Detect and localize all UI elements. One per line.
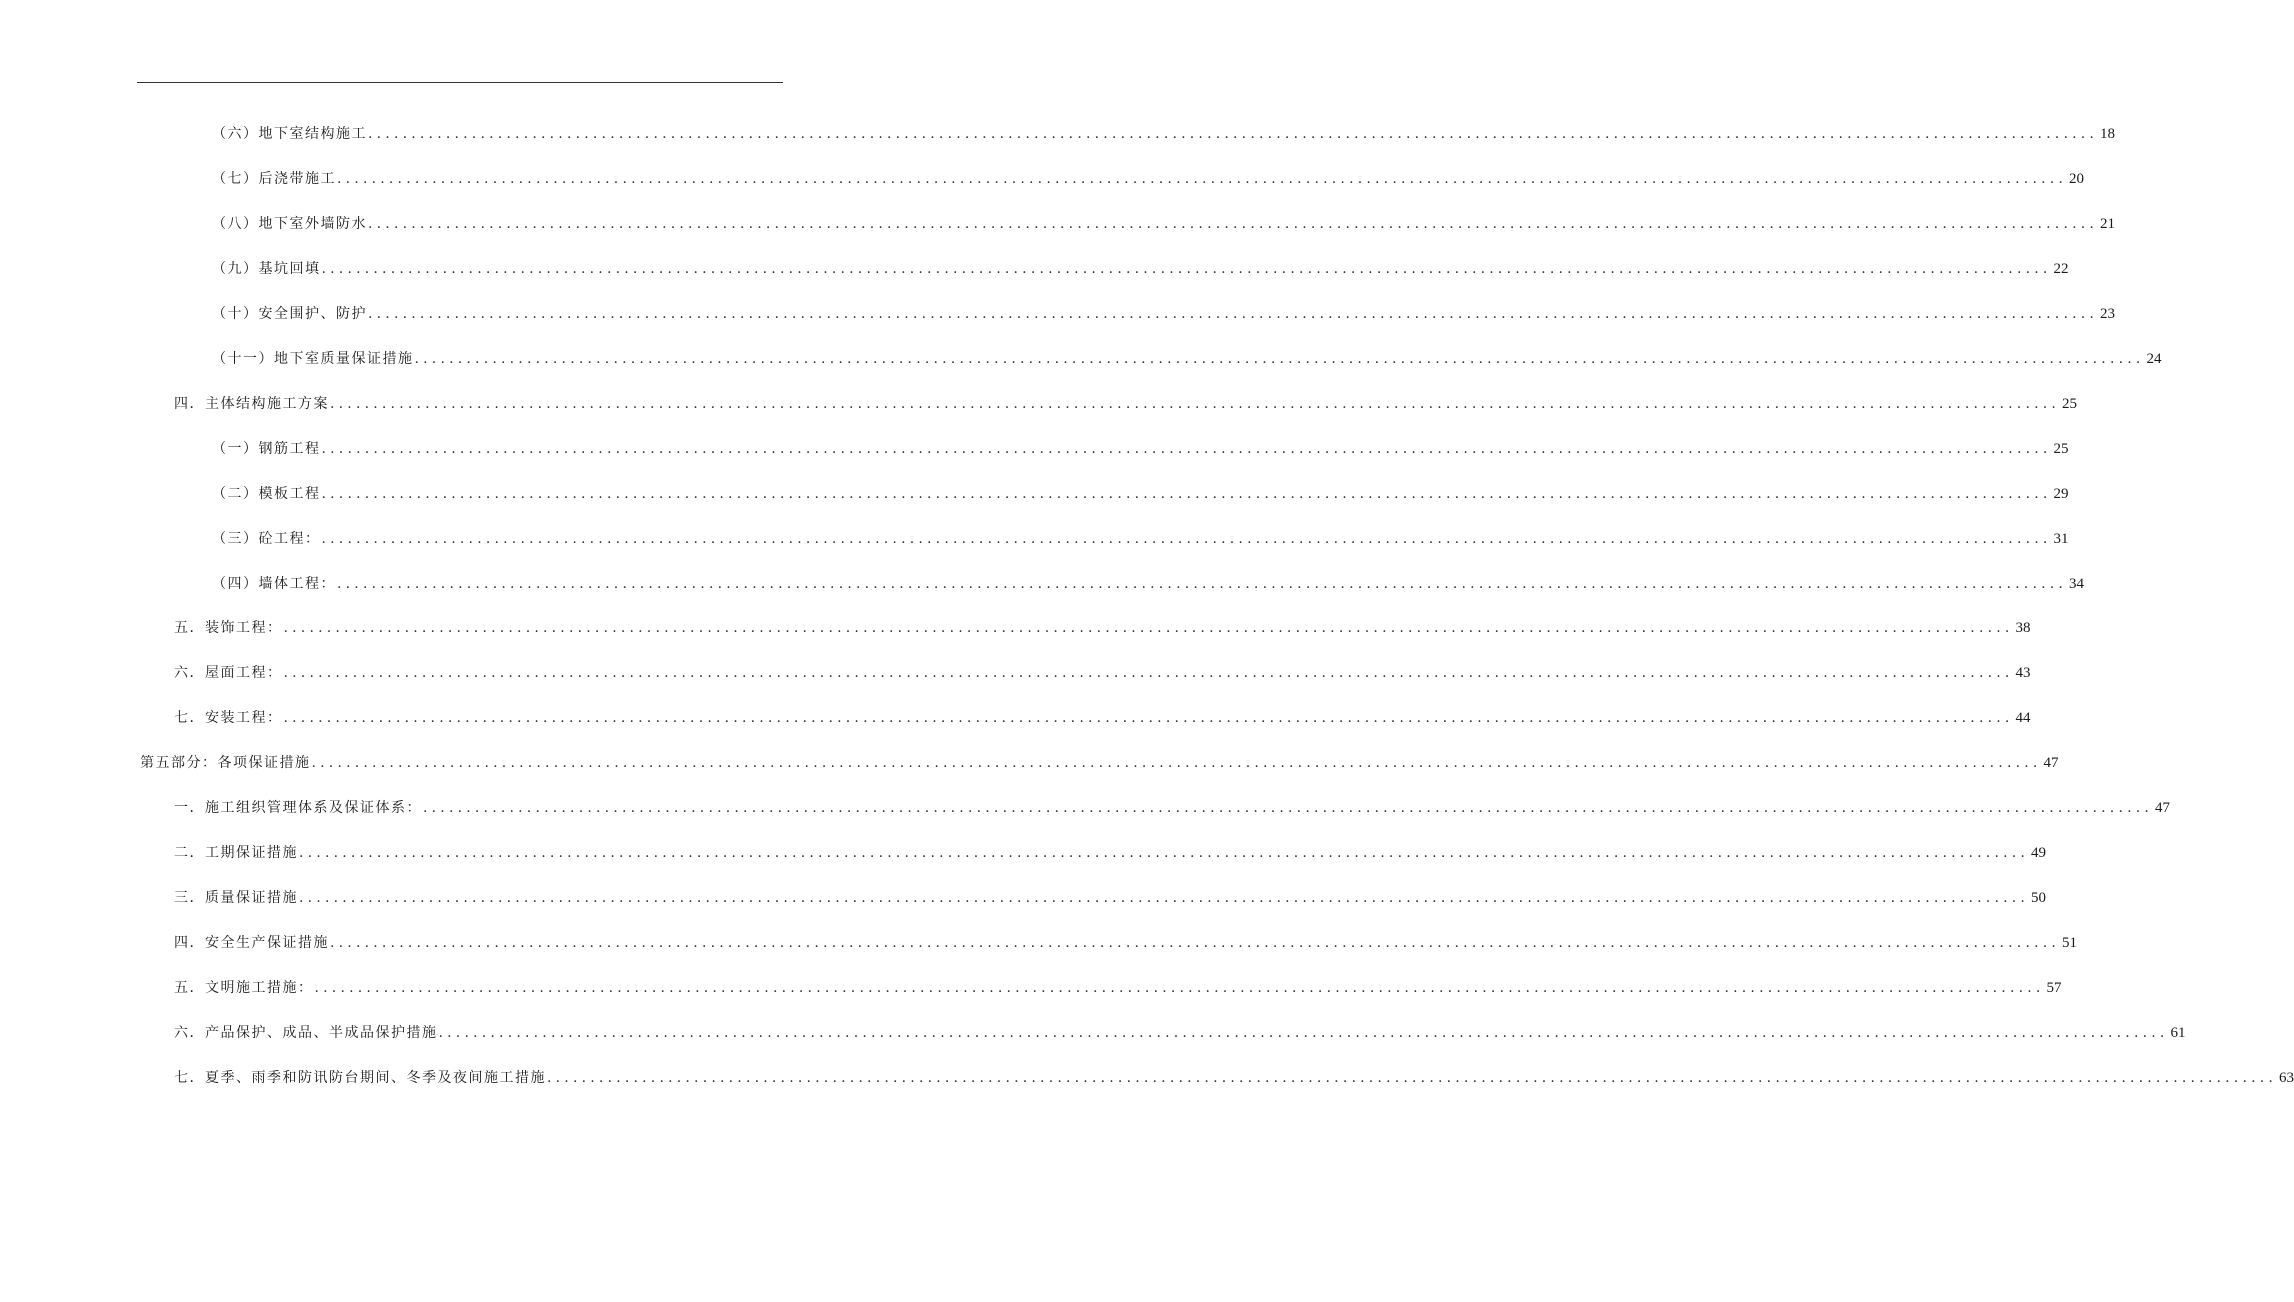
toc-entry-page-number: 34 — [2069, 576, 2085, 592]
toc-entry-title: （三）砼工程： — [212, 531, 321, 547]
toc-entry[interactable] — [174, 885, 2047, 911]
toc-dot-leader: ........................................................................................................................................................................................................ — [438, 1025, 2169, 1041]
toc-entry-page-number: 20 — [2069, 171, 2085, 187]
toc-entry-page-number: 23 — [2100, 306, 2116, 322]
toc-entry-page-number: 47 — [2043, 755, 2059, 771]
toc-entry-page-number: 61 — [2170, 1025, 2186, 1041]
toc-entry[interactable] — [212, 346, 2162, 372]
toc-dot-leader: ........................................................................................................................................................................................................ — [299, 845, 2030, 861]
toc-entry-title: （七）后浇带施工 — [212, 171, 336, 187]
toc-entry[interactable] — [140, 750, 2059, 776]
toc-entry[interactable] — [174, 840, 2047, 866]
toc-entry-page-number: 47 — [2155, 800, 2171, 816]
toc-entry[interactable] — [174, 615, 2031, 641]
toc-entry[interactable] — [212, 301, 2116, 327]
toc-entry[interactable] — [212, 256, 2069, 282]
toc-dot-leader: ........................................................................................................................................................................................................ — [330, 396, 2061, 412]
toc-entry-title: （四）墙体工程： — [212, 576, 336, 592]
toc-entry-page-number: 18 — [2100, 126, 2116, 142]
toc-entry[interactable] — [174, 1020, 2186, 1046]
toc-entry-title: 四．安全生产保证措施 — [174, 935, 329, 951]
toc-entry-title: 六．屋面工程： — [174, 665, 283, 681]
toc-entry-title: 七．安装工程： — [174, 710, 283, 726]
toc-entry-title: （二）模板工程 — [212, 486, 321, 502]
toc-entry-title: 一．施工组织管理体系及保证体系： — [174, 800, 422, 816]
toc-entry-page-number: 21 — [2100, 216, 2116, 232]
toc-entry[interactable] — [212, 481, 2069, 507]
toc-entry-page-number: 38 — [2015, 620, 2031, 636]
toc-entry-title: （一）钢筋工程 — [212, 441, 321, 457]
toc-entry[interactable] — [212, 211, 2116, 237]
toc-dot-leader: ........................................................................................................................................................................................................ — [547, 1070, 2278, 1086]
toc-entry[interactable] — [174, 705, 2031, 731]
toc-entry[interactable] — [212, 436, 2069, 462]
toc-dot-leader: ........................................................................................................................................................................................................ — [368, 216, 2099, 232]
toc-entry-title: （十一）地下室质量保证措施 — [212, 351, 414, 367]
toc-dot-leader: ........................................................................................................................................................................................................ — [283, 710, 2014, 726]
toc-entry-title: 二．工期保证措施 — [174, 845, 298, 861]
toc-dot-leader: ........................................................................................................................................................................................................ — [321, 441, 2052, 457]
toc-entry[interactable] — [174, 930, 2078, 956]
toc-dot-leader: ........................................................................................................................................................................................................ — [368, 126, 2099, 142]
toc-entry-page-number: 31 — [2053, 531, 2069, 547]
toc-dot-leader: ........................................................................................................................................................................................................ — [423, 800, 2154, 816]
toc-entry-title: （六）地下室结构施工 — [212, 126, 367, 142]
toc-entry-page-number: 63 — [2279, 1070, 2294, 1086]
toc-dot-leader: ........................................................................................................................................................................................................ — [283, 620, 2014, 636]
toc-entry[interactable] — [212, 526, 2069, 552]
toc-dot-leader: ........................................................................................................................................................................................................ — [330, 935, 2061, 951]
toc-dot-leader: ........................................................................................................................................................................................................ — [414, 351, 2145, 367]
toc-entry-title: 五．装饰工程： — [174, 620, 283, 636]
toc-entry[interactable] — [174, 660, 2031, 686]
toc-entry-title: （九）基坑回填 — [212, 261, 321, 277]
toc-entry[interactable] — [174, 391, 2078, 417]
toc-entry-title: 六．产品保护、成品、半成品保护措施 — [174, 1025, 438, 1041]
toc-dot-leader: ........................................................................................................................................................................................................ — [321, 531, 2052, 547]
toc-entry-title: 第五部分：各项保证措施 — [140, 755, 311, 771]
toc-dot-leader: ........................................................................................................................................................................................................ — [321, 261, 2052, 277]
toc-entry[interactable] — [174, 795, 2171, 821]
toc-entry-page-number: 29 — [2053, 486, 2069, 502]
toc-entry[interactable] — [212, 166, 2085, 192]
toc-entry-title: 七．夏季、雨季和防讯防台期间、冬季及夜间施工措施 — [174, 1070, 546, 1086]
toc-entry-page-number: 44 — [2015, 710, 2031, 726]
toc-dot-leader: ........................................................................................................................................................................................................ — [283, 665, 2014, 681]
toc-dot-leader: ........................................................................................................................................................................................................ — [337, 576, 2068, 592]
toc-entry-title: （十）安全围护、防护 — [212, 306, 367, 322]
toc-entry-page-number: 25 — [2062, 396, 2078, 412]
toc-entry-page-number: 24 — [2146, 351, 2162, 367]
toc-dot-leader: ........................................................................................................................................................................................................ — [299, 890, 2030, 906]
toc-entry-page-number: 50 — [2031, 890, 2047, 906]
toc-entry-page-number: 22 — [2053, 261, 2069, 277]
toc-entry-title: 四．主体结构施工方案 — [174, 396, 329, 412]
toc-dot-leader: ........................................................................................................................................................................................................ — [368, 306, 2099, 322]
toc-entry-page-number: 51 — [2062, 935, 2078, 951]
toc-entry-page-number: 43 — [2015, 665, 2031, 681]
toc-dot-leader: ........................................................................................................................................................................................................ — [337, 171, 2068, 187]
toc-dot-leader: ........................................................................................................................................................................................................ — [311, 755, 2042, 771]
toc-entry[interactable] — [212, 121, 2116, 147]
toc-entry-title: 三．质量保证措施 — [174, 890, 298, 906]
toc-dot-leader: ........................................................................................................................................................................................................ — [314, 980, 2045, 996]
toc-entry-title: 五．文明施工措施： — [174, 980, 314, 996]
toc-entry[interactable] — [212, 571, 2085, 597]
toc-entry-page-number: 57 — [2046, 980, 2062, 996]
toc-entry-page-number: 25 — [2053, 441, 2069, 457]
toc-entry-page-number: 49 — [2031, 845, 2047, 861]
toc-entry-title: （八）地下室外墙防水 — [212, 216, 367, 232]
toc-entry[interactable] — [174, 1065, 2294, 1091]
toc-entry[interactable] — [174, 975, 2062, 1001]
toc-dot-leader: ........................................................................................................................................................................................................ — [321, 486, 2052, 502]
